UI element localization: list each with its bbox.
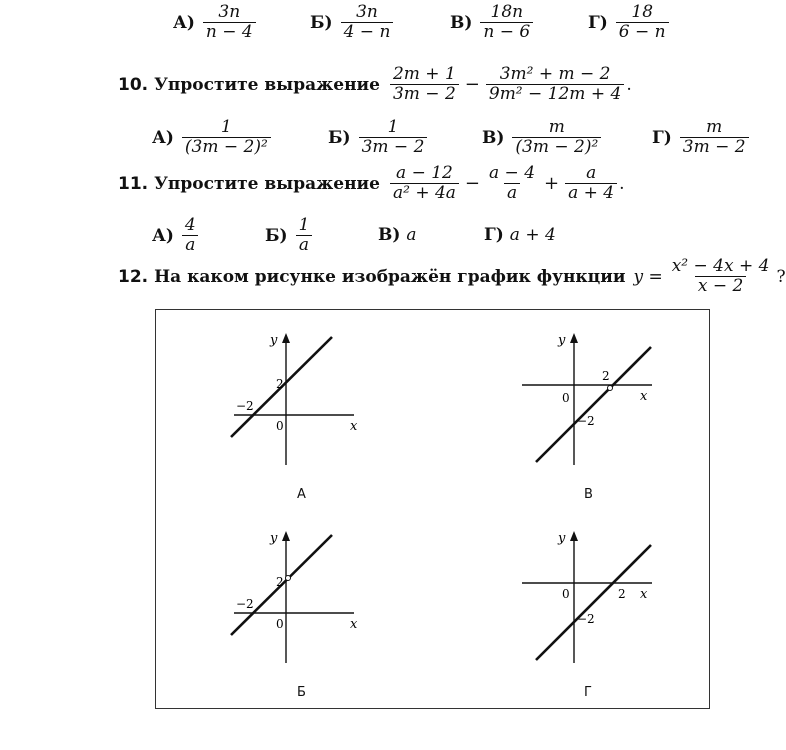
hole-point	[608, 386, 613, 391]
denominator: a + 4	[565, 183, 617, 203]
graphs-panel	[155, 309, 710, 709]
denominator: n − 4	[203, 22, 256, 42]
function-fraction	[669, 258, 773, 296]
q11-statement	[118, 165, 625, 203]
denominator: a	[296, 235, 312, 255]
q9-option-d	[588, 4, 671, 42]
end-punctuation: ?	[776, 266, 786, 287]
option-fraction	[341, 4, 394, 42]
mark-neg-label: −2	[236, 399, 254, 413]
numerator: x² − 4x + 4	[671, 256, 770, 276]
graph-g	[514, 528, 664, 668]
option-fraction	[616, 4, 669, 42]
hole-point	[286, 576, 291, 581]
graph-label-g: Г	[584, 685, 592, 700]
option-fraction	[182, 119, 271, 157]
q11-option-c	[378, 225, 417, 245]
mark-neg-label: −2	[577, 612, 595, 626]
numerator: 1	[220, 117, 232, 137]
q10-option-b	[328, 119, 429, 157]
denominator: a	[182, 235, 198, 255]
numerator: a − 12	[396, 163, 453, 183]
question-number: 12.	[118, 266, 149, 287]
option-letter: Г)	[484, 225, 504, 245]
denominator: 3m − 2	[680, 137, 749, 157]
question-number: 11.	[118, 173, 149, 194]
numerator: a	[586, 163, 597, 183]
axis-x-label: x	[640, 389, 648, 404]
option-letter: Б)	[328, 127, 351, 148]
origin-label: 0	[562, 391, 570, 405]
q10-option-c	[482, 119, 603, 157]
end-punctuation: .	[619, 173, 625, 194]
mark-pos-label: 2	[276, 377, 284, 391]
operator: +	[544, 173, 560, 195]
question-number: 10.	[118, 74, 149, 95]
q10-statement	[118, 66, 632, 104]
numerator: 3m² + m − 2	[499, 64, 611, 84]
q12-statement	[118, 258, 786, 296]
option-letter: Б)	[310, 12, 333, 33]
y-arrow	[282, 531, 290, 541]
option-fraction	[182, 217, 199, 255]
axis-x-label: x	[350, 419, 358, 434]
denominator: 3m − 2	[359, 137, 428, 157]
q9-option-c	[450, 4, 535, 42]
option-letter: А)	[152, 225, 174, 246]
denominator: 6 − n	[616, 22, 669, 42]
fraction	[486, 165, 538, 203]
y-arrow	[570, 531, 578, 541]
numerator: 1	[298, 215, 310, 235]
numerator: m	[548, 117, 565, 137]
option-letter: Б)	[265, 225, 288, 246]
denominator: 3m − 2	[390, 84, 459, 104]
axis-y-label: y	[558, 531, 566, 546]
numerator: 4	[184, 215, 196, 235]
numerator: 2m + 1	[392, 64, 456, 84]
q9-option-a	[173, 4, 258, 42]
question-text: Упростите выражение	[154, 74, 380, 95]
q10-option-d	[652, 119, 751, 157]
graph-b	[514, 330, 664, 470]
mark-neg-label: −2	[577, 414, 595, 428]
numerator: 18n	[490, 2, 524, 22]
graph-line	[536, 347, 651, 462]
function-lhs: y =	[633, 266, 663, 287]
numerator: m	[706, 117, 723, 137]
denominator: a	[504, 183, 520, 203]
graph-label-be: Б	[297, 685, 306, 700]
graph-label-b: В	[584, 487, 593, 502]
mark-pos-label: 2	[618, 587, 626, 601]
q11-option-d	[484, 225, 556, 245]
graph-line	[536, 545, 651, 660]
q11-option-a	[152, 217, 201, 255]
denominator: x − 2	[695, 276, 746, 296]
operator: −	[464, 74, 480, 96]
fraction	[390, 66, 459, 104]
axis-y-label: y	[270, 531, 278, 546]
option-letter: В)	[482, 127, 505, 148]
option-fraction	[296, 217, 313, 255]
denominator: (3m − 2)²	[512, 137, 601, 157]
graph-label-a: А	[297, 487, 306, 502]
denominator: 4 − n	[341, 22, 394, 42]
fraction	[390, 165, 459, 203]
question-text: На каком рисунке изображён график функции	[154, 266, 626, 287]
option-letter: В)	[378, 225, 401, 245]
denominator: a² + 4a	[390, 183, 459, 203]
option-fraction	[512, 119, 601, 157]
denominator: 9m² − 12m + 4	[486, 84, 624, 104]
operator: −	[464, 173, 481, 195]
origin-label: 0	[276, 419, 284, 433]
option-value: a + 4	[509, 225, 556, 245]
mark-pos-label: 2	[602, 369, 610, 383]
q10-option-a	[152, 119, 273, 157]
origin-label: 0	[562, 587, 570, 601]
y-arrow	[282, 333, 290, 343]
mark-neg-label: −2	[236, 597, 254, 611]
option-letter: А)	[173, 12, 195, 33]
fraction	[565, 165, 617, 203]
numerator: 3n	[218, 2, 241, 22]
origin-label: 0	[276, 617, 284, 631]
y-arrow	[570, 333, 578, 343]
numerator: a − 4	[489, 163, 536, 183]
axis-x-label: x	[640, 587, 648, 602]
graph-be	[226, 528, 366, 668]
axis-x-label: x	[350, 617, 358, 632]
option-fraction	[203, 4, 256, 42]
numerator: 18	[631, 2, 654, 22]
numerator: 1	[387, 117, 399, 137]
q11-option-b	[265, 217, 314, 255]
graph-a	[226, 330, 366, 470]
option-value: a	[406, 225, 417, 245]
q9-option-b	[310, 4, 395, 42]
axis-y-label: y	[558, 333, 566, 348]
fraction	[486, 66, 624, 104]
axis-y-label: y	[270, 333, 278, 348]
question-text: Упростите выражение	[154, 173, 380, 194]
option-letter: Г)	[652, 127, 672, 148]
numerator: 3n	[356, 2, 378, 22]
denominator: n − 6	[480, 22, 533, 42]
end-punctuation: .	[626, 74, 632, 95]
mark-pos-label: 2	[276, 575, 284, 589]
option-letter: А)	[152, 127, 174, 148]
option-fraction	[480, 4, 533, 42]
option-fraction	[359, 119, 428, 157]
option-letter: В)	[450, 12, 473, 33]
option-fraction	[680, 119, 749, 157]
denominator: (3m − 2)²	[182, 137, 271, 157]
option-letter: Г)	[588, 12, 608, 33]
